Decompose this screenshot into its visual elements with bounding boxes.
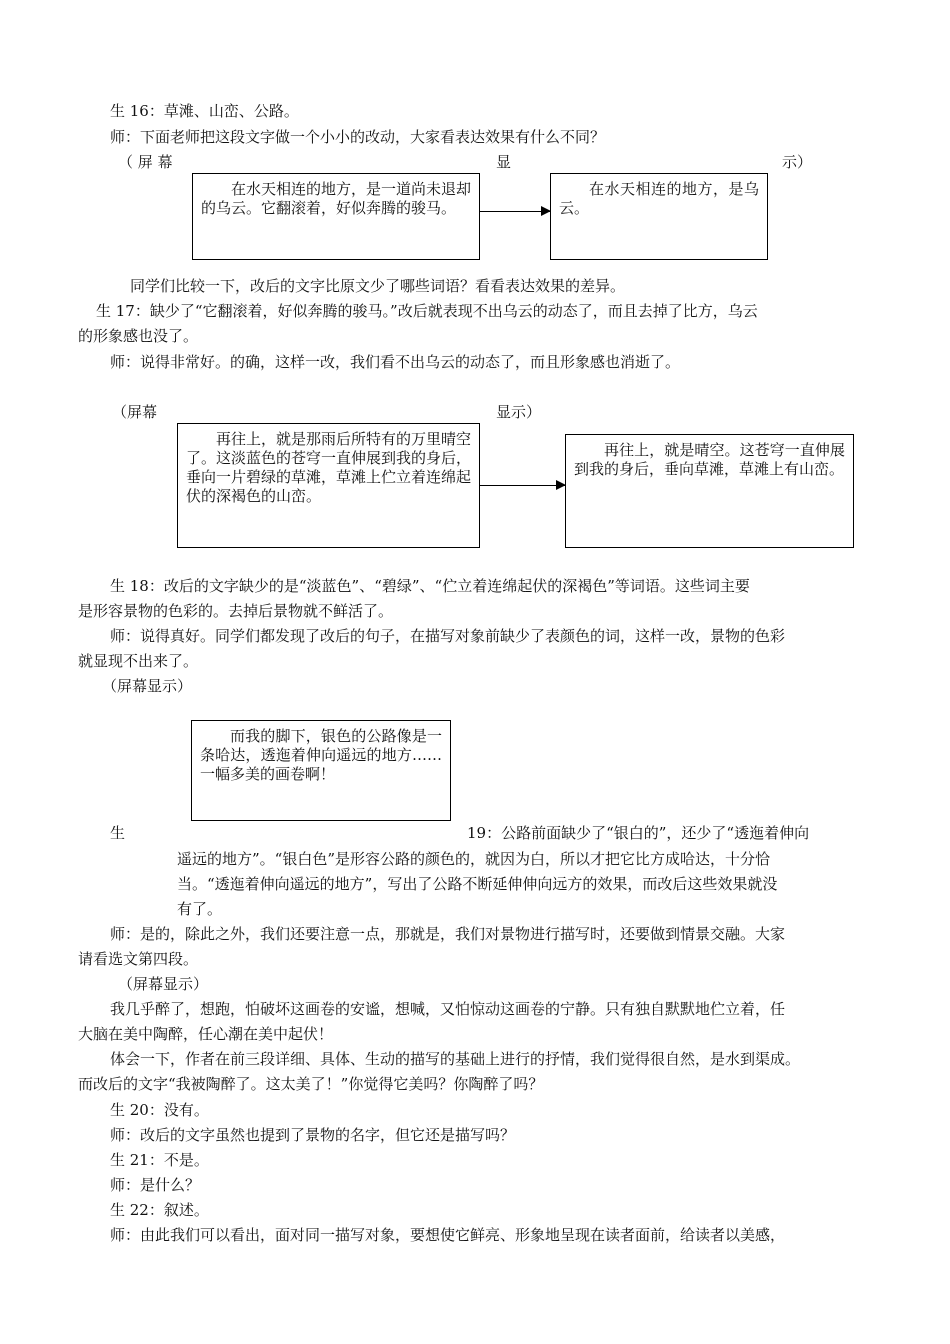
arrow-icon xyxy=(480,211,550,212)
dialogue-line: 生 21：不是。 xyxy=(110,1151,209,1169)
dialogue-line: 师：说得真好。同学们都发现了改后的句子，在描写对象前缺少了表颜色的词，这样一改，景物的色彩 xyxy=(110,627,786,645)
screen-display-label: 示） xyxy=(782,153,813,171)
dialogue-line: 有了。 xyxy=(177,900,223,918)
dialogue-line: 师：是什么？ xyxy=(110,1176,201,1194)
dialogue-line: 体会一下，作者在前三段详细、具体、生动的描写的基础上进行的抒情，我们觉得很自然，是水到渠成。 xyxy=(110,1050,801,1068)
dialogue-line: 请看选文第四段。 xyxy=(78,950,199,968)
dialogue-line: 生 17：缺少了“它翻滚着，好似奔腾的骏马。”改后就表现不出乌云的动态了，而且去掉了比方，乌云 xyxy=(96,302,758,320)
original-text-box xyxy=(191,720,451,821)
original-text-box xyxy=(192,173,480,260)
dialogue-line: 遥远的地方”。“银白色”是形容公路的颜色的，就因为白，所以才把它比方成哈达，十分恰 xyxy=(177,850,771,868)
dialogue-line: 师：下面老师把这段文字做一个小小的改动，大家看表达效果有什么不同？ xyxy=(110,128,606,146)
dialogue-line: 师：说得非常好。的确，这样一改，我们看不出乌云的动态了，而且形象感也消逝了。 xyxy=(110,353,681,371)
dialogue-line: 师：改后的文字虽然也提到了景物的名字，但它还是描写吗？ xyxy=(110,1126,516,1144)
dialogue-line: 就显现不出来了。 xyxy=(78,652,199,670)
dialogue-line: 19：公路前面缺少了“银白的”，还少了“透迤着伸向 xyxy=(467,824,810,842)
screen-display-label: （屏幕显示） xyxy=(102,677,193,695)
dialogue-line: 是形容景物的色彩的。去掉后景物就不鲜活了。 xyxy=(78,602,394,620)
dialogue-line: 师：是的，除此之外，我们还要注意一点，那就是，我们对景物进行描写时，还要做到情景交融。大家 xyxy=(110,925,786,943)
original-text: 而我的脚下，银色的公路像是一条哈达，透迤着伸向遥远的地方……一幅多美的画卷啊！ xyxy=(200,727,442,783)
dialogue-line: 同学们比较一下，改后的文字比原文少了哪些词语？看看表达效果的差异。 xyxy=(130,277,626,295)
dialogue-line: 生 22：叙述。 xyxy=(110,1201,209,1219)
original-text-box xyxy=(177,423,480,548)
dialogue-line: 而改后的文字“我被陶醉了。这太美了！”你觉得它美吗？你陶醉了吗？ xyxy=(78,1075,544,1093)
dialogue-line: 生 16：草滩、山峦、公路。 xyxy=(110,102,299,120)
screen-display-label: （ 屏 幕 xyxy=(118,153,173,171)
revised-text-box xyxy=(550,173,768,260)
original-text: 再往上，就是那雨后所特有的万里晴空了。这淡蓝色的苍穹一直伸展到我的身后，垂向一片碧绿的草滩，草滩上伫立着连绵起伏的深褐色的山峦。 xyxy=(186,430,472,505)
dialogue-line: 生 18：改后的文字缺少的是“淡蓝色”、“碧绿”、“伫立着连绵起伏的深褐色”等词语。这些词主要 xyxy=(110,577,750,595)
dialogue-line: 生 20：没有。 xyxy=(110,1101,209,1119)
screen-display-label: （屏幕 xyxy=(112,403,158,421)
revised-text: 再往上，就是晴空。这苍穹一直伸展到我的身后，垂向草滩，草滩上有山峦。 xyxy=(574,441,845,478)
original-text: 在水天相连的地方，是一道尚未退却的乌云。它翻滚着，好似奔腾的骏马。 xyxy=(201,180,472,217)
screen-display-label: 显示） xyxy=(496,403,542,421)
screen-display-label: （屏幕显示） xyxy=(118,975,209,993)
dialogue-line: 生 xyxy=(110,824,126,842)
arrow-icon xyxy=(480,485,565,486)
revised-text: 在水天相连的地方，是乌云。 xyxy=(559,180,759,217)
dialogue-line: 当。“透迤着伸向遥远的地方”，写出了公路不断延伸伸向远方的效果，而改后这些效果就没 xyxy=(177,875,778,893)
revised-text-box xyxy=(565,434,854,548)
screen-display-label: 显 xyxy=(496,153,512,171)
quoted-passage: 我几乎醉了，想跑，怕破坏这画卷的安谧，想喊，又怕惊动这画卷的宁静。只有独自默默地伫立着，任 xyxy=(110,1000,786,1018)
dialogue-line: 师：由此我们可以看出，面对同一描写对象，要想使它鲜亮、形象地呈现在读者面前，给读者以美感， xyxy=(110,1226,786,1244)
dialogue-line: 的形象感也没了。 xyxy=(78,327,199,345)
quoted-passage: 大脑在美中陶醉，任心潮在美中起伏！ xyxy=(78,1025,334,1043)
